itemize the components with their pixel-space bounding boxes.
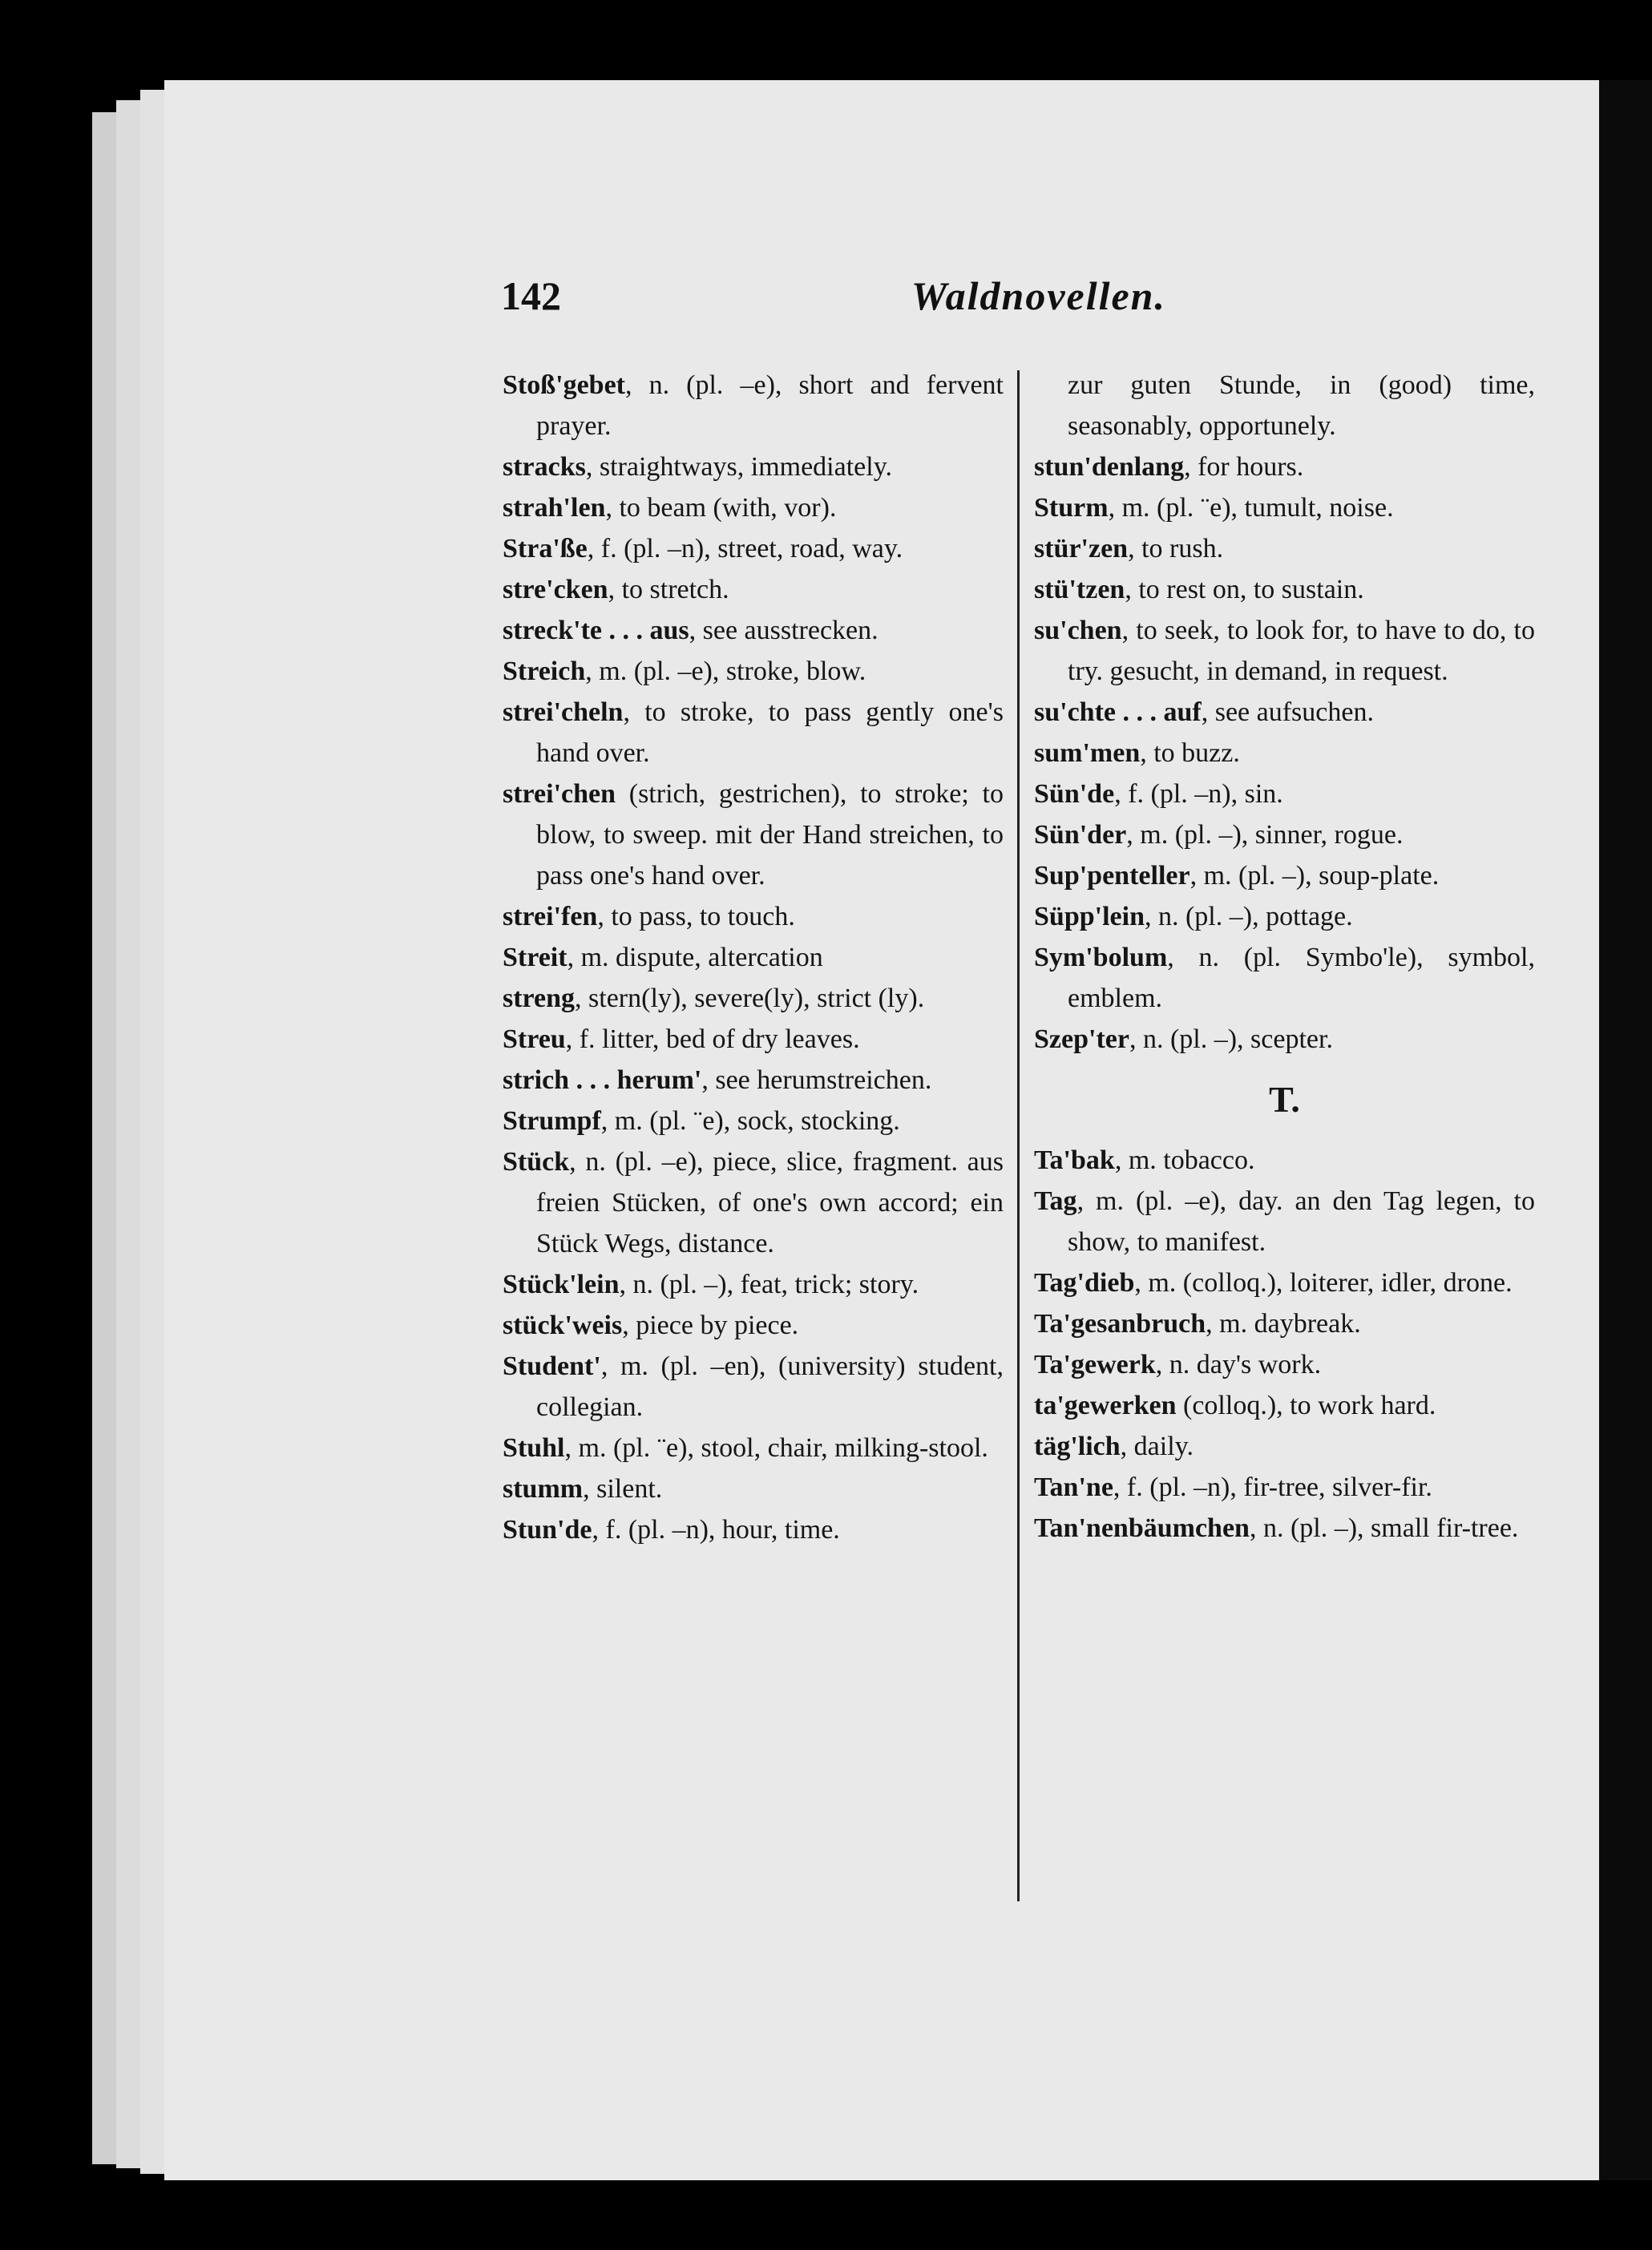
dictionary-entry: stumm, silent. [503,1474,663,1504]
dictionary-entry: Sturm, m. (pl. ¨e), tumult, noise. [1034,493,1394,523]
left-column [503,365,1004,1550]
dictionary-entry: Ta'gewerk, n. day's work. [1034,1350,1322,1379]
dictionary-entry: stre'cken, to stretch. [503,575,729,604]
headword: Tag [1034,1186,1077,1216]
dictionary-entry: Tag'dieb, m. (colloq.), loiterer, idler, drone. [1034,1268,1513,1298]
dictionary-entry: strei'fen, to pass, to touch. [503,902,795,931]
binding-shadow [1599,80,1652,2180]
headword: strich . . . herum' [503,1065,702,1095]
headword: täg'lich [1034,1432,1121,1461]
headword: Sün'der [1034,820,1127,850]
dictionary-entry: Stück, n. (pl. –e), piece, slice, fragment. aus freien Stücken, of one's own accord; ein Stück Wegs, distance. [503,1147,1004,1258]
headword: Stuhl [503,1433,565,1463]
dictionary-entry: Tan'nenbäumchen, n. (pl. –), small fir-tree. [1034,1513,1519,1543]
headword: su'chte . . . auf [1034,697,1202,727]
dictionary-entry: Szep'ter, n. (pl. –), scepter. [1034,1024,1333,1054]
headword: stück'weis [503,1311,623,1340]
headword: Streu [503,1024,566,1054]
dictionary-entry: streck'te . . . aus, see ausstrecken. [503,616,879,645]
headword: stre'cken [503,575,608,604]
headword: su'chen [1034,616,1122,645]
dictionary-entry: Sup'penteller, m. (pl. –), soup-plate. [1034,861,1440,891]
dictionary-entry: ta'gewerken (colloq.), to work hard. [1034,1391,1436,1420]
headword: streng [503,984,576,1013]
dictionary-entry: Sün'de, f. (pl. –n), sin. [1034,779,1283,809]
dictionary-entry: strich . . . herum', see herumstreichen. [503,1065,932,1095]
dictionary-entry: Streich, m. (pl. –e), stroke, blow. [503,656,866,686]
column-divider [1017,370,1020,1901]
headword: Student' [503,1351,601,1381]
headword: Sturm [1034,493,1109,523]
dictionary-entry: zur guten Stunde, in (good) time, seasonably, opportunely. [1068,370,1535,441]
headword: streck'te . . . aus [503,616,689,645]
dictionary-entry: Streu, f. litter, bed of dry leaves. [503,1024,860,1054]
dictionary-entry: Stück'lein, n. (pl. –), feat, trick; story. [503,1270,919,1299]
dictionary-entry: Student', m. (pl. –en), (university) student, collegian. [503,1351,1004,1422]
page-edge [92,112,116,2164]
headword: sum'men [1034,738,1141,768]
headword: Ta'bak [1034,1145,1115,1175]
headword: stracks [503,452,586,482]
headword: Streit [503,943,567,972]
dictionary-entry: Sym'bolum, n. (pl. Symbo'le), symbol, emblem. [1034,943,1535,1013]
dictionary-entry: stü'tzen, to rest on, to sustain. [1034,575,1364,604]
headword: Sym'bolum [1034,943,1168,972]
dictionary-entry: Ta'bak, m. tobacco. [1034,1145,1255,1175]
dictionary-entry: stracks, straightways, immediately. [503,452,892,482]
dictionary-entry: stück'weis, piece by piece. [503,1311,799,1340]
headword: strah'len [503,493,606,523]
dictionary-entry: sum'men, to buzz. [1034,738,1240,768]
dictionary-entry: Tag, m. (pl. –e), day. an den Tag legen, to show, to manifest. [1034,1186,1535,1257]
headword: Tan'nenbäumchen [1034,1513,1250,1543]
dictionary-entry: stun'denlang, for hours. [1034,452,1304,482]
page-edge [140,90,164,2174]
running-title: Waldnovellen. [911,273,1166,318]
page-header [501,273,1166,321]
dictionary-entry: Ta'gesanbruch, m. daybreak. [1034,1309,1361,1339]
dictionary-entry: Sün'der, m. (pl. –), sinner, rogue. [1034,820,1404,850]
dictionary-entry: Streit, m. dispute, altercation [503,943,823,972]
headword: stumm [503,1474,584,1504]
dictionary-entry: strei'cheln, to stroke, to pass gently one's hand over. [503,697,1004,768]
dictionary-entry: streng, stern(ly), severe(ly), strict (ly). [503,984,925,1013]
headword: Stück [503,1147,570,1177]
headword: Ta'gewerk [1034,1350,1156,1379]
dictionary-entry: Tan'ne, f. (pl. –n), fir-tree, silver-fir. [1034,1472,1432,1502]
headword: Szep'ter [1034,1024,1129,1054]
dictionary-entry: su'chte . . . auf, see aufsuchen. [1034,697,1374,727]
headword: Süpp'lein [1034,902,1145,931]
headword: ta'gewerken [1034,1391,1177,1420]
dictionary-entry: strah'len, to beam (with, vor). [503,493,837,523]
dictionary-entry: Stoß'gebet, n. (pl. –e), short and fervent prayer. [503,370,1004,441]
dictionary-entry: stür'zen, to rush. [1034,534,1224,564]
right-column [1034,365,1535,1549]
dictionary-entry: Stuhl, m. (pl. ¨e), stool, chair, milking-stool. [503,1433,988,1463]
headword: stür'zen [1034,534,1129,564]
headword: stü'tzen [1034,575,1125,604]
headword: strei'fen [503,902,598,931]
dictionary-entry: Strumpf, m. (pl. ¨e), sock, stocking. [503,1106,900,1136]
headword: Tan'ne [1034,1472,1113,1502]
headword: strei'cheln [503,697,624,727]
section-letter-heading: T. [1269,1079,1300,1120]
dictionary-entry: strei'chen (strich, gestrichen), to stroke; to blow, to sweep. mit der Hand streichen, to pass one's hand over. [503,779,1004,891]
dictionary-entry: Stun'de, f. (pl. –n), hour, time. [503,1515,840,1545]
headword: Stoß'gebet [503,370,625,400]
headword: Ta'gesanbruch [1034,1309,1206,1339]
headword: Streich [503,656,586,686]
page-edge [116,100,140,2168]
headword: Stück'lein [503,1270,620,1299]
dictionary-entry: täg'lich, daily. [1034,1432,1194,1461]
dictionary-entry: su'chen, to seek, to look for, to have to do, to try. gesucht, in demand, in request. [1034,616,1535,686]
dictionary-entry: Stra'ße, f. (pl. –n), street, road, way. [503,534,903,564]
headword: Stra'ße [503,534,588,564]
dictionary-entry: Süpp'lein, n. (pl. –), pottage. [1034,902,1353,931]
headword: strei'chen [503,779,616,809]
headword: Tag'dieb [1034,1268,1135,1298]
page-number: 142 [501,273,561,318]
headword: stun'denlang [1034,452,1185,482]
headword: Sün'de [1034,779,1115,809]
headword: Sup'penteller [1034,861,1190,891]
headword: Stun'de [503,1515,592,1545]
headword: Strumpf [503,1106,601,1136]
